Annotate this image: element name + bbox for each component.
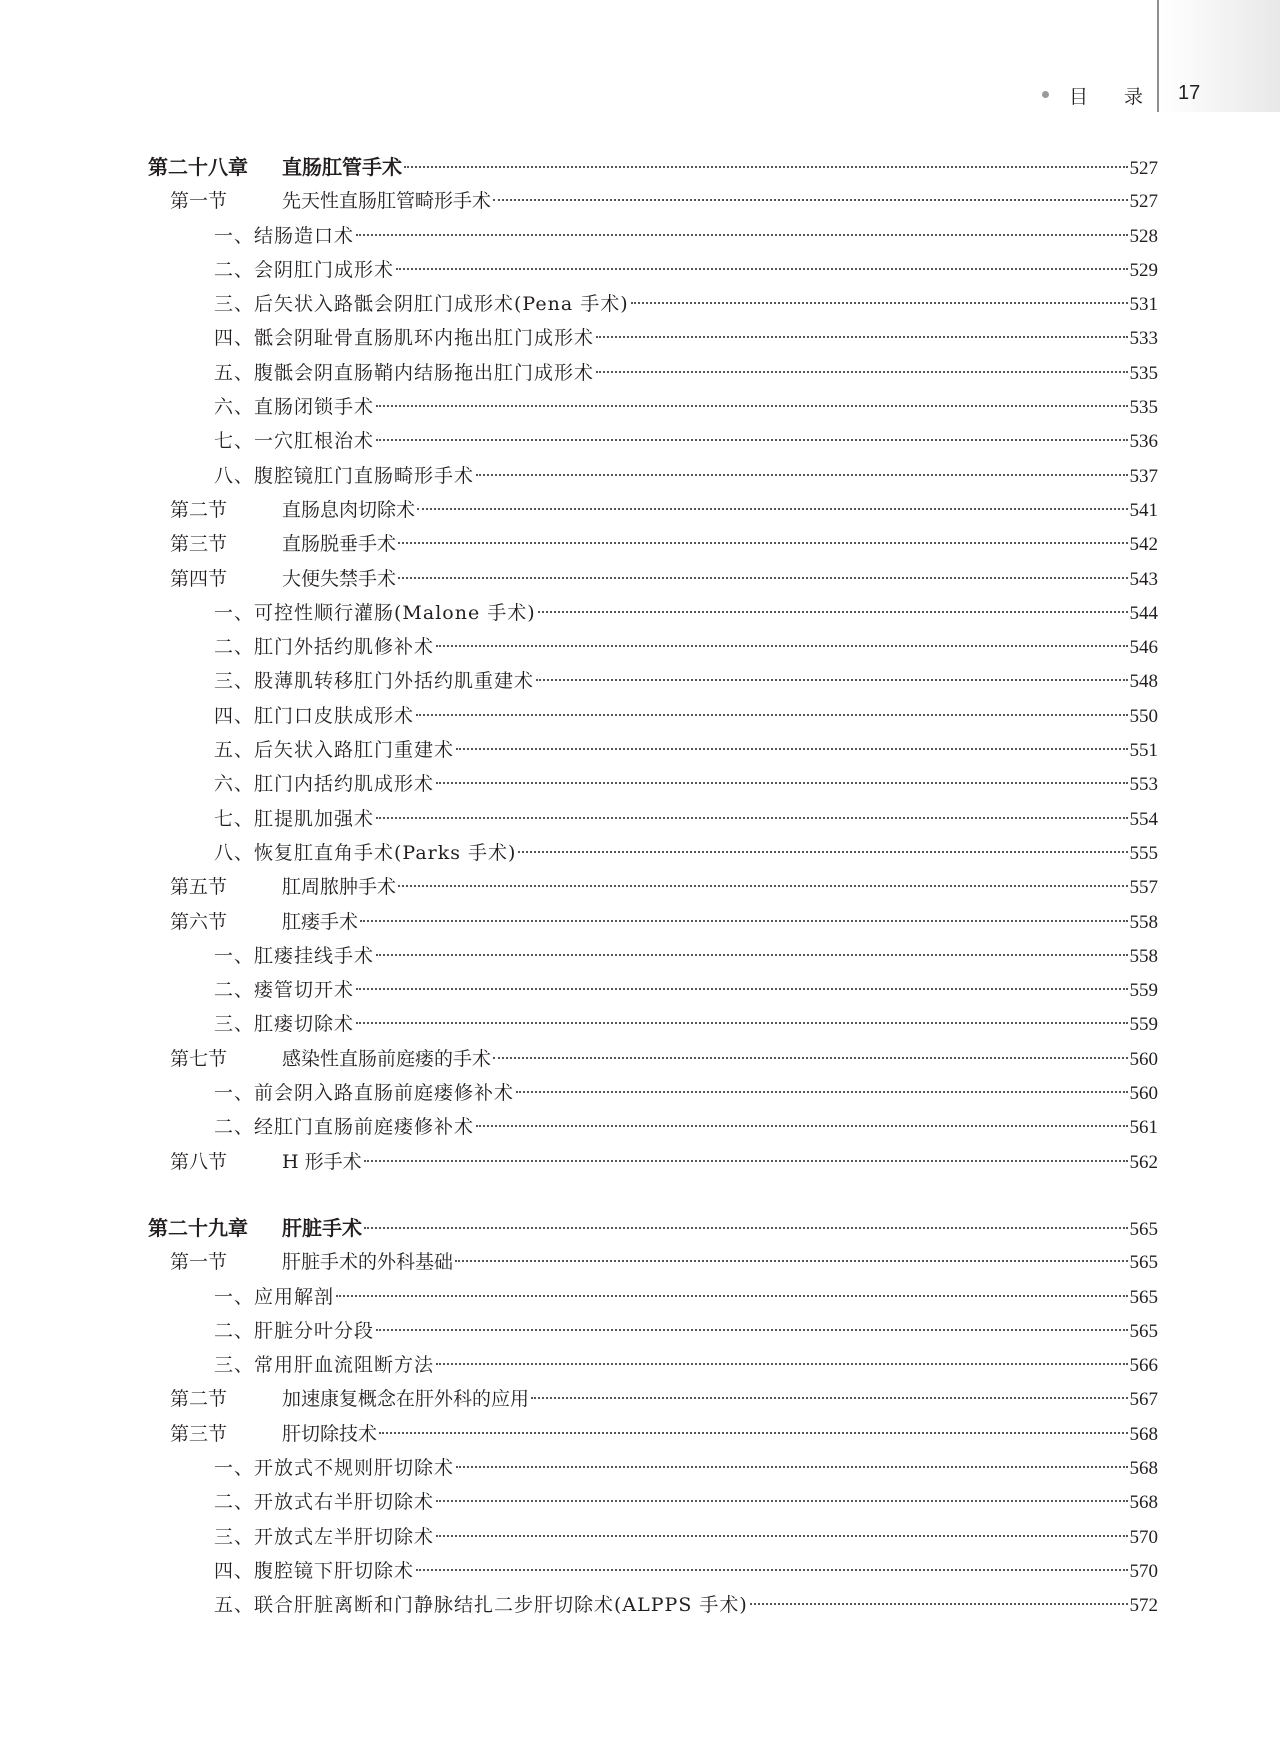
- toc-item-entry[interactable]: [148, 664, 1158, 698]
- toc-item-title: 四、肛门口皮肤成形术: [214, 704, 415, 727]
- toc-item-entry[interactable]: [148, 733, 1158, 767]
- toc-item-entry[interactable]: [148, 596, 1158, 630]
- toc-item-title: 五、腹骶会阴直肠鞘内结肠拖出肛门成形术: [214, 361, 595, 384]
- toc-item-title: 二、肛门外括约肌修补术: [214, 636, 435, 659]
- toc-item-entry[interactable]: [148, 1314, 1158, 1348]
- dot-leader: [398, 884, 1127, 887]
- toc-item-title: 二、肝脏分叶分段: [214, 1319, 375, 1342]
- toc-page-number: 558: [1129, 945, 1158, 967]
- toc-item-title: 七、一穴肛根治术: [214, 430, 375, 453]
- toc-page-number: 529: [1129, 259, 1158, 281]
- dot-leader: [436, 1534, 1127, 1537]
- toc-section-entry[interactable]: [148, 562, 1158, 596]
- dot-leader: [456, 1465, 1127, 1468]
- toc-item-entry[interactable]: [148, 767, 1158, 801]
- toc-page-number: 535: [1129, 397, 1158, 419]
- toc-section-entry[interactable]: [148, 1245, 1158, 1279]
- toc-item-title: 八、恢复肛直角手术(Parks 手术): [214, 841, 517, 864]
- dot-leader: [476, 473, 1127, 476]
- toc-item-title: 二、经肛门直肠前庭瘘修补术: [214, 1116, 475, 1139]
- toc-page-number: 559: [1129, 980, 1158, 1002]
- toc-page-number: 560: [1129, 1048, 1158, 1070]
- toc-page-number: 553: [1129, 774, 1158, 796]
- toc-chapter-label: 第二十九章: [148, 1215, 248, 1240]
- toc-item-title: 四、骶会阴耻骨直肠肌环内拖出肛门成形术: [214, 327, 595, 350]
- toc-item-title: 七、肛提肌加强术: [214, 807, 375, 830]
- dot-leader: [750, 1602, 1128, 1605]
- toc-item-title: 四、腹腔镜下肝切除术: [214, 1559, 415, 1582]
- running-head: [1038, 82, 1180, 112]
- toc-section-label: 第八节: [170, 1150, 228, 1173]
- toc-item-entry[interactable]: [148, 1110, 1158, 1144]
- dot-leader: [516, 1090, 1127, 1093]
- toc-item-title: 三、股薄肌转移肛门外括约肌重建术: [214, 670, 535, 693]
- toc-item-entry[interactable]: [148, 939, 1158, 973]
- dot-leader: [416, 713, 1127, 716]
- toc-page-number: 555: [1129, 842, 1158, 864]
- dot-leader: [336, 1294, 1127, 1297]
- dot-leader: [536, 678, 1127, 681]
- toc-chapter-title: 直肠肛管手术: [282, 155, 402, 179]
- toc-page-number: 527: [1129, 158, 1158, 179]
- toc-item-entry[interactable]: [148, 356, 1158, 390]
- dot-leader: [416, 1568, 1127, 1571]
- toc-item-title: 一、肛瘘挂线手术: [214, 944, 375, 967]
- toc-page-number: 565: [1129, 1320, 1158, 1342]
- toc-item-entry[interactable]: [148, 1520, 1158, 1554]
- toc-section-title: H 形手术: [282, 1150, 362, 1173]
- dot-leader: [538, 610, 1128, 613]
- toc-page-number: 561: [1129, 1117, 1158, 1139]
- toc-chapter-block: [148, 1211, 1158, 1623]
- toc-chapter-entry[interactable]: [148, 1211, 1158, 1245]
- toc-section-entry[interactable]: [148, 1417, 1158, 1451]
- dot-leader: [364, 1159, 1128, 1162]
- toc-section-entry[interactable]: [148, 870, 1158, 904]
- toc-chapter-block: [148, 150, 1158, 1179]
- toc-page-number: 570: [1129, 1526, 1158, 1548]
- toc-item-entry[interactable]: [148, 1588, 1158, 1622]
- toc-item-entry[interactable]: [148, 1348, 1158, 1382]
- toc-page-number: 557: [1129, 877, 1158, 899]
- dot-leader: [356, 987, 1127, 990]
- toc-section-entry[interactable]: [148, 905, 1158, 939]
- toc-page-number: 528: [1129, 225, 1158, 247]
- toc-item-title: 六、肛门内括约肌成形术: [214, 773, 435, 796]
- dot-leader: [376, 404, 1127, 407]
- dot-leader: [398, 576, 1127, 579]
- toc-item-entry[interactable]: [148, 973, 1158, 1007]
- toc-item-entry[interactable]: [148, 390, 1158, 424]
- toc-section-title: 加速康复概念在肝外科的应用: [282, 1388, 530, 1411]
- toc-page-number: 533: [1129, 328, 1158, 350]
- dot-leader: [456, 747, 1127, 750]
- toc-item-entry[interactable]: [148, 1554, 1158, 1588]
- toc-page-number: 567: [1129, 1389, 1158, 1411]
- bullet-icon: [1042, 91, 1049, 98]
- toc-section-label: 第六节: [170, 910, 228, 933]
- toc-chapter-entry[interactable]: [148, 150, 1158, 184]
- dot-leader: [476, 1124, 1127, 1127]
- toc-item-entry[interactable]: [148, 424, 1158, 458]
- dot-leader: [493, 1056, 1127, 1059]
- toc-page-number: 543: [1129, 568, 1158, 590]
- toc-section-title: 直肠脱垂手术: [282, 533, 397, 556]
- page-number: 17: [1178, 82, 1201, 104]
- toc-section-entry[interactable]: [148, 1042, 1158, 1076]
- dot-leader: [436, 781, 1127, 784]
- dot-leader: [436, 644, 1127, 647]
- toc-item-title: 八、腹腔镜肛门直肠畸形手术: [214, 464, 475, 487]
- dot-leader: [596, 370, 1127, 373]
- toc-chapter-label: 第二十八章: [148, 155, 248, 179]
- toc-page-number: 527: [1129, 191, 1158, 213]
- toc-section-label: 第二节: [170, 498, 228, 521]
- dot-leader: [436, 1499, 1127, 1502]
- dot-leader: [356, 233, 1127, 236]
- toc-page-number: 554: [1129, 808, 1158, 830]
- toc-item-entry[interactable]: [148, 630, 1158, 664]
- toc-page-number: 572: [1129, 1595, 1158, 1617]
- toc-item-title: 五、联合肝脏离断和门静脉结扎二步肝切除术(ALPPS 手术): [214, 1594, 748, 1617]
- toc-section-entry[interactable]: [148, 1382, 1158, 1416]
- toc-item-title: 三、后矢状入路骶会阴肛门成形术(Pena 手术): [214, 293, 629, 316]
- toc-page-number: 562: [1129, 1151, 1158, 1173]
- toc-chapter-title: 肝脏手术: [282, 1215, 362, 1240]
- toc-item-entry[interactable]: [148, 1007, 1158, 1041]
- toc-section-entry[interactable]: [148, 493, 1158, 527]
- toc-page-number: 570: [1129, 1560, 1158, 1582]
- toc-section-title: 肛周脓肿手术: [282, 876, 397, 899]
- toc-section-entry[interactable]: [148, 184, 1158, 218]
- toc-section-title: 肝脏手术的外科基础: [282, 1251, 454, 1274]
- toc-section-label: 第三节: [170, 533, 228, 556]
- toc-item-title: 五、后矢状入路肛门重建术: [214, 739, 455, 762]
- toc-item-entry[interactable]: [148, 1076, 1158, 1110]
- toc-page-number: 542: [1129, 534, 1158, 556]
- toc-section-title: 感染性直肠前庭瘘的手术: [282, 1047, 492, 1070]
- toc-page-number: 565: [1129, 1218, 1158, 1240]
- toc-section-title: 直肠息肉切除术: [282, 498, 416, 521]
- toc-section-label: 第二节: [170, 1388, 228, 1411]
- toc-item-title: 三、肛瘘切除术: [214, 1013, 355, 1036]
- toc-item-entry[interactable]: [148, 459, 1158, 493]
- toc-item-title: 二、瘘管切开术: [214, 979, 355, 1002]
- toc-page-number: 544: [1129, 602, 1158, 624]
- toc-item-entry[interactable]: [148, 287, 1158, 321]
- toc-page-number: 566: [1129, 1355, 1158, 1377]
- toc-item-entry[interactable]: [148, 699, 1158, 733]
- dot-leader: [531, 1396, 1127, 1399]
- toc-page-number: 541: [1129, 499, 1158, 521]
- toc-page-number: 537: [1129, 465, 1158, 487]
- toc-section-label: 第五节: [170, 876, 228, 899]
- dot-leader: [360, 919, 1127, 922]
- toc-page-number: 536: [1129, 431, 1158, 453]
- toc-section-title: 先天性直肠肛管畸形手术: [282, 190, 492, 213]
- toc-page-number: 568: [1129, 1492, 1158, 1514]
- toc-page-number: 559: [1129, 1014, 1158, 1036]
- toc-section-title: 大便失禁手术: [282, 567, 397, 590]
- toc-section-label: 第七节: [170, 1047, 228, 1070]
- toc-item-title: 一、可控性顺行灌肠(Malone 手术): [214, 601, 536, 624]
- table-of-contents: [148, 150, 1158, 1622]
- toc-section-title: 肛瘘手术: [282, 910, 359, 933]
- toc-item-title: 三、常用肝血流阻断方法: [214, 1354, 435, 1377]
- toc-item-title: 一、开放式不规则肝切除术: [214, 1456, 455, 1479]
- dot-leader: [404, 165, 1128, 168]
- toc-item-entry[interactable]: [148, 836, 1158, 870]
- toc-item-entry[interactable]: [148, 1485, 1158, 1519]
- toc-page-number: 550: [1129, 705, 1158, 727]
- toc-item-title: 一、结肠造口术: [214, 224, 355, 247]
- toc-section-entry[interactable]: [148, 1145, 1158, 1179]
- dot-leader: [379, 1431, 1127, 1434]
- toc-item-title: 三、开放式左半肝切除术: [214, 1525, 435, 1548]
- toc-section-label: 第四节: [170, 567, 228, 590]
- toc-page-number: 568: [1129, 1457, 1158, 1479]
- toc-page-number: 546: [1129, 637, 1158, 659]
- dot-leader: [398, 541, 1127, 544]
- dot-leader: [376, 1328, 1127, 1331]
- toc-section-label: 第一节: [170, 190, 228, 213]
- toc-item-title: 一、应用解剖: [214, 1285, 335, 1308]
- toc-item-entry[interactable]: [148, 1451, 1158, 1485]
- toc-page-number: 551: [1129, 740, 1158, 762]
- dot-leader: [396, 267, 1127, 270]
- toc-page-number: 531: [1129, 294, 1158, 316]
- dot-leader: [376, 953, 1127, 956]
- toc-page-number: 560: [1129, 1083, 1158, 1105]
- dot-leader: [493, 198, 1127, 201]
- toc-item-title: 六、直肠闭锁手术: [214, 396, 375, 419]
- toc-item-title: 一、前会阴入路直肠前庭瘘修补术: [214, 1082, 515, 1105]
- dot-leader: [356, 1021, 1127, 1024]
- toc-section-label: 第一节: [170, 1251, 228, 1274]
- dot-leader: [364, 1226, 1128, 1229]
- dot-leader: [518, 850, 1127, 853]
- toc-page-number: 535: [1129, 362, 1158, 384]
- toc-item-entry[interactable]: [148, 802, 1158, 836]
- toc-item-entry[interactable]: [148, 1280, 1158, 1314]
- dot-leader: [417, 507, 1127, 510]
- toc-page-number: 558: [1129, 911, 1158, 933]
- dot-leader: [455, 1259, 1127, 1262]
- toc-page-number: 548: [1129, 671, 1158, 693]
- toc-section-label: 第三节: [170, 1422, 228, 1445]
- running-title: 目录: [1069, 86, 1180, 108]
- dot-leader: [376, 816, 1127, 819]
- toc-item-entry[interactable]: [148, 219, 1158, 253]
- toc-page-number: 565: [1129, 1252, 1158, 1274]
- toc-page-number: 565: [1129, 1286, 1158, 1308]
- dot-leader: [436, 1362, 1127, 1365]
- toc-item-entry[interactable]: [148, 321, 1158, 355]
- dot-leader: [631, 301, 1128, 304]
- toc-section-title: 肝切除技术: [282, 1422, 378, 1445]
- toc-page-number: 568: [1129, 1423, 1158, 1445]
- toc-section-entry[interactable]: [148, 527, 1158, 561]
- dot-leader: [596, 335, 1127, 338]
- toc-item-title: 二、会阴肛门成形术: [214, 258, 395, 281]
- dot-leader: [376, 438, 1127, 441]
- toc-item-title: 二、开放式右半肝切除术: [214, 1491, 435, 1514]
- toc-item-entry[interactable]: [148, 253, 1158, 287]
